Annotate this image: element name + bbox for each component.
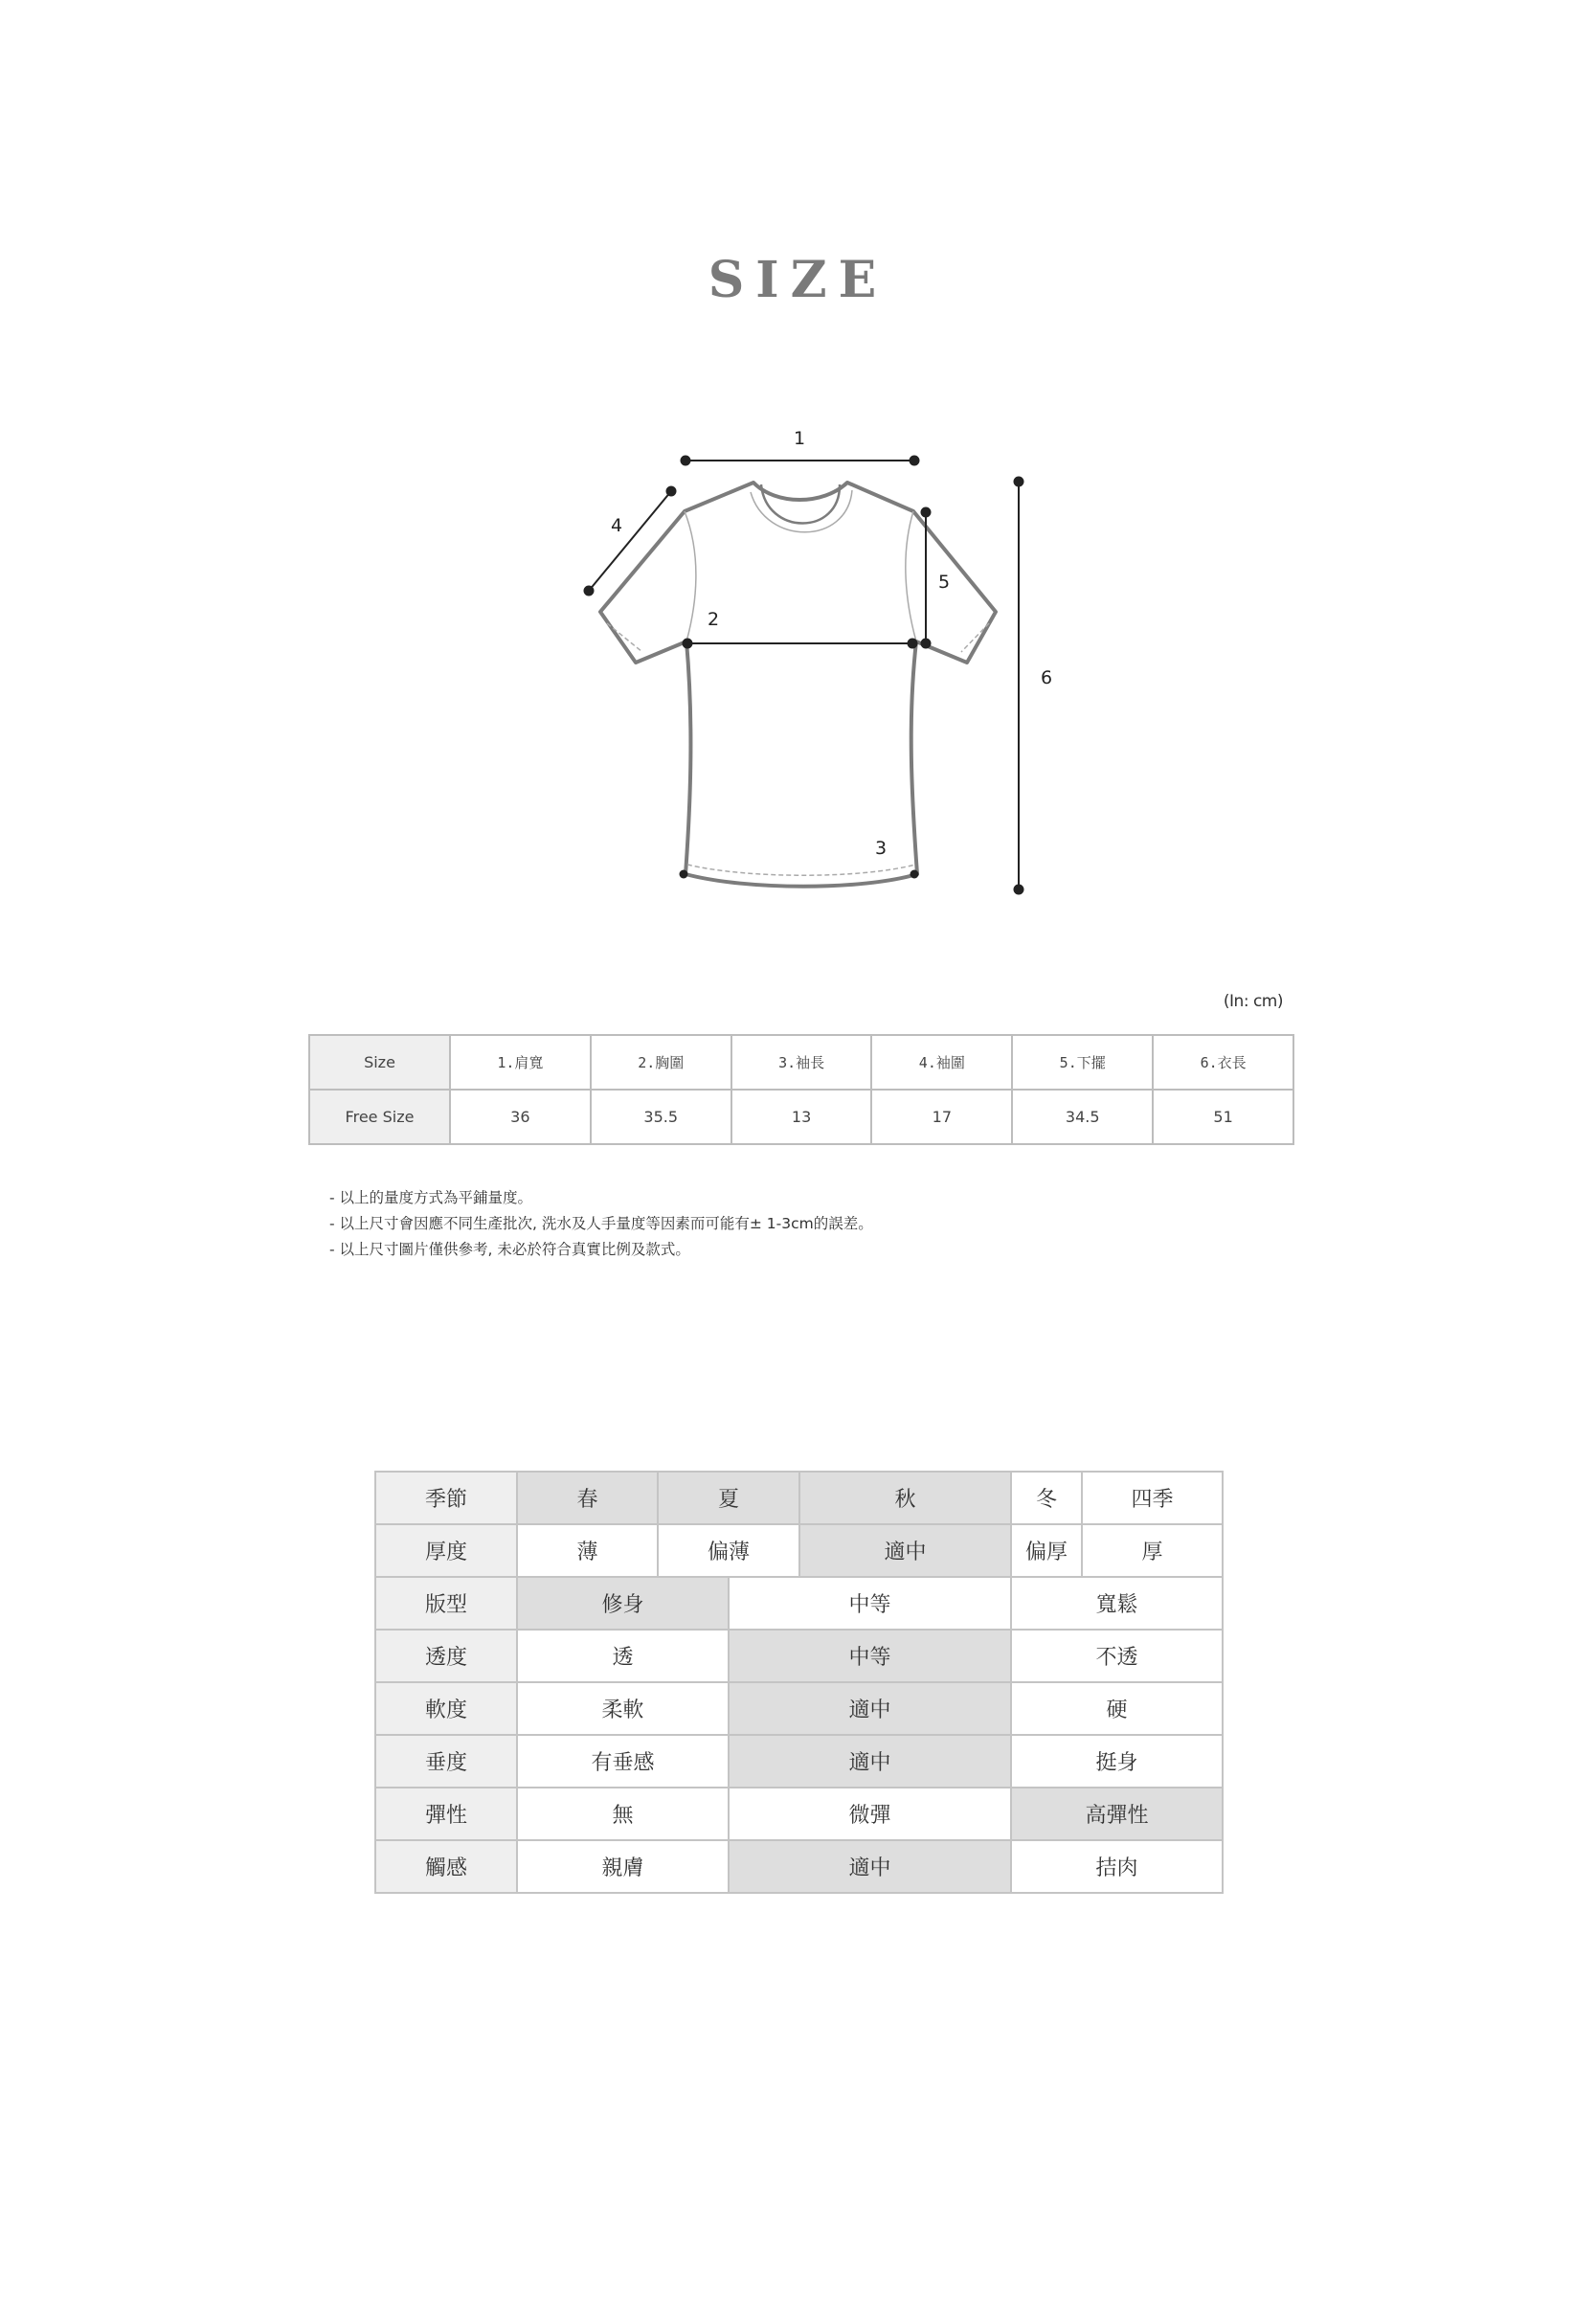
- fabric-option-cell: 厚: [1082, 1524, 1223, 1577]
- tshirt-collar: [761, 484, 840, 524]
- fabric-row-label: 軟度: [375, 1682, 517, 1735]
- fabric-option-cell: 薄: [517, 1524, 658, 1577]
- fabric-row-label: 彈性: [375, 1788, 517, 1840]
- fabric-option-cell: 秋: [799, 1472, 1011, 1524]
- unit-label: (In: cm): [1223, 992, 1283, 1011]
- size-value-cell: 35.5: [591, 1090, 731, 1144]
- measure-label-1: 1: [794, 428, 806, 449]
- measure-label-4: 4: [611, 515, 623, 536]
- fabric-option-cell: 適中: [729, 1682, 1011, 1735]
- size-header-cell: 4.袖圍: [871, 1035, 1012, 1090]
- note-line: - 以上尺寸會因應不同生產批次, 洗水及人手量度等因素而可能有± 1-3cm的誤差。: [329, 1215, 873, 1232]
- fabric-option-cell: 寬鬆: [1011, 1577, 1223, 1630]
- fabric-row: [375, 1577, 1223, 1630]
- fabric-option-cell: 偏薄: [658, 1524, 799, 1577]
- fabric-option-cell: 不透: [1011, 1630, 1223, 1682]
- fabric-row-label: 透度: [375, 1630, 517, 1682]
- fabric-option-cell: 偏厚: [1011, 1524, 1082, 1577]
- fabric-option-cell: 親膚: [517, 1840, 729, 1893]
- tshirt-sleeve-seam-left: [685, 511, 696, 641]
- measure-label-5: 5: [938, 572, 951, 593]
- fabric-option-cell: 有垂感: [517, 1735, 729, 1788]
- size-row-label: Free Size: [309, 1090, 450, 1144]
- measure-line-6: [1015, 478, 1023, 894]
- note-line: - 以上的量度方式為平鋪量度。: [329, 1189, 533, 1206]
- fabric-option-cell: 春: [517, 1472, 658, 1524]
- measure-label-6: 6: [1041, 667, 1053, 688]
- fabric-option-cell: 適中: [729, 1840, 1011, 1893]
- fabric-option-cell: 高彈性: [1011, 1788, 1223, 1840]
- fabric-option-cell: 無: [517, 1788, 729, 1840]
- size-value-cell: 36: [450, 1090, 591, 1144]
- fabric-option-cell: 中等: [729, 1630, 1011, 1682]
- fabric-option-cell: 中等: [729, 1577, 1011, 1630]
- size-value-cell: 17: [871, 1090, 1012, 1144]
- fabric-option-cell: 四季: [1082, 1472, 1223, 1524]
- fabric-row-label: 厚度: [375, 1524, 517, 1577]
- fabric-row-label: 版型: [375, 1577, 517, 1630]
- fabric-row: [375, 1840, 1223, 1893]
- fabric-option-cell: 硬: [1011, 1682, 1223, 1735]
- tshirt-hem-stitch: [687, 865, 915, 875]
- fabric-option-cell: 修身: [517, 1577, 729, 1630]
- fabric-row: [375, 1788, 1223, 1840]
- fabric-row: [375, 1682, 1223, 1735]
- size-table: [308, 1034, 1294, 1145]
- fabric-row: [375, 1735, 1223, 1788]
- measure-label-3: 3: [875, 838, 888, 859]
- fabric-option-cell: 透: [517, 1630, 729, 1682]
- fabric-row-label: 垂度: [375, 1735, 517, 1788]
- size-header-cell: 5.下擺: [1012, 1035, 1153, 1090]
- fabric-option-cell: 適中: [799, 1524, 1011, 1577]
- fabric-row: [375, 1472, 1223, 1524]
- fabric-option-cell: 挺身: [1011, 1735, 1223, 1788]
- page-title: SIZE: [708, 251, 888, 309]
- tshirt-sleeve-seam-right: [906, 511, 916, 641]
- measure-line-2: [684, 640, 917, 648]
- size-value-cell: 13: [731, 1090, 872, 1144]
- fabric-option-cell: 拮肉: [1011, 1840, 1223, 1893]
- measure-label-2: 2: [708, 609, 720, 630]
- size-header-cell: Size: [309, 1035, 450, 1090]
- fabric-row-label: 觸感: [375, 1840, 517, 1893]
- fabric-row-label: 季節: [375, 1472, 517, 1524]
- fabric-option-cell: 冬: [1011, 1472, 1082, 1524]
- fabric-option-cell: 柔軟: [517, 1682, 729, 1735]
- size-table-header-row: [309, 1035, 1293, 1090]
- note-line: - 以上尺寸圖片僅供參考, 未必於符合真實比例及款式。: [329, 1241, 690, 1258]
- fabric-properties-table: [374, 1471, 1224, 1894]
- tshirt-measurement-diagram: [0, 0, 1596, 919]
- size-table-row: [309, 1090, 1293, 1144]
- tshirt-collar-stitch: [751, 490, 852, 532]
- size-header-cell: 1.肩寬: [450, 1035, 591, 1090]
- fabric-option-cell: 微彈: [729, 1788, 1011, 1840]
- size-header-cell: 2.胸圍: [591, 1035, 731, 1090]
- size-header-cell: 6.衣長: [1153, 1035, 1293, 1090]
- tshirt-outline: [600, 483, 996, 887]
- fabric-option-cell: 夏: [658, 1472, 799, 1524]
- size-header-cell: 3.袖長: [731, 1035, 872, 1090]
- size-value-cell: 34.5: [1012, 1090, 1153, 1144]
- measure-line-1: [682, 457, 919, 465]
- fabric-option-cell: 適中: [729, 1735, 1011, 1788]
- fabric-row: [375, 1524, 1223, 1577]
- fabric-row: [375, 1630, 1223, 1682]
- size-value-cell: 51: [1153, 1090, 1293, 1144]
- measurement-notes: [329, 1185, 873, 1263]
